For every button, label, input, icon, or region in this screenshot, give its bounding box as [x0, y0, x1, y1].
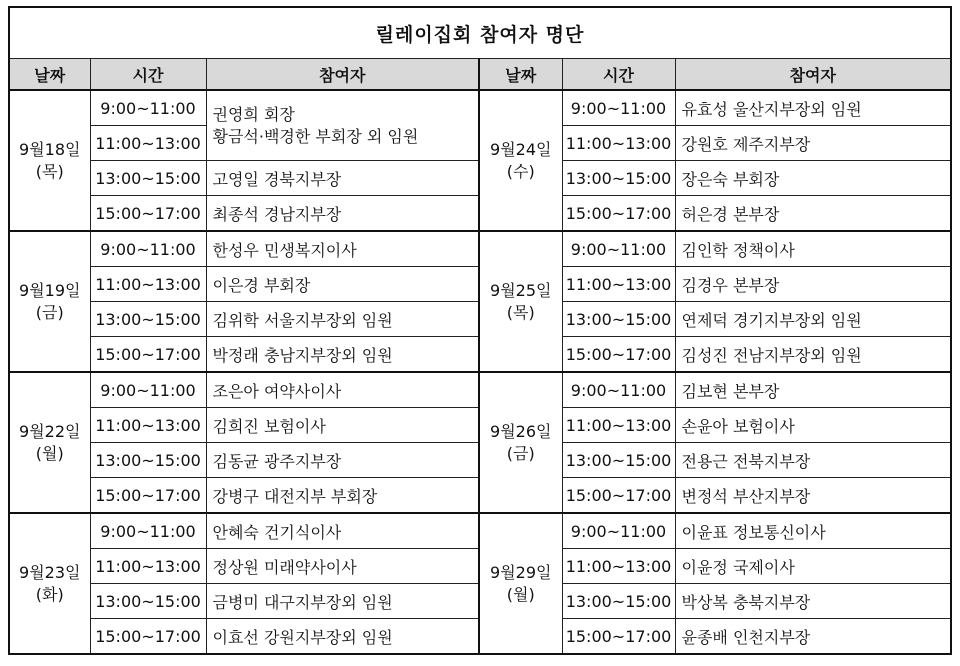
header-row: [9, 59, 951, 91]
participant-line: 권영희 회장: [212, 104, 295, 124]
weekday-label: (월): [506, 584, 535, 604]
date-cell-left: [9, 231, 90, 372]
date-label: 9월23일: [19, 562, 81, 582]
participant-cell: 유효성 울산지부장외 임원: [675, 90, 951, 126]
time-cell: 11:00~13:00: [562, 549, 675, 584]
date-cell-right: [479, 90, 562, 231]
time-cell: 13:00~15:00: [562, 584, 675, 619]
participant-cell: 안혜숙 건기식이사: [206, 513, 479, 549]
date-cell-right: [479, 231, 562, 372]
participant-cell: 강병구 대전지부 부회장: [206, 478, 479, 514]
time-cell: 13:00~15:00: [562, 161, 675, 196]
date-cell-right: [479, 513, 562, 654]
time-cell: 11:00~13:00: [90, 549, 206, 584]
participant-cell: 윤종배 인천지부장: [675, 619, 951, 655]
date-cell-left: [9, 372, 90, 513]
participant-cell: 김경우 본부장: [675, 267, 951, 302]
time-cell: 9:00~11:00: [90, 372, 206, 408]
time-cell: 15:00~17:00: [562, 478, 675, 514]
participant-cell: 이윤정 국제이사: [675, 549, 951, 584]
time-cell: 15:00~17:00: [90, 337, 206, 373]
weekday-label: (월): [35, 443, 64, 463]
date-cell-left: [9, 513, 90, 654]
participant-cell: 정상원 미래약사이사: [206, 549, 479, 584]
time-cell: 9:00~11:00: [90, 513, 206, 549]
time-cell: 13:00~15:00: [90, 584, 206, 619]
participant-cell: 박상복 충북지부장: [675, 584, 951, 619]
header-time-left: 시간: [90, 59, 206, 91]
participant-cell: 김동균 광주지부장: [206, 443, 479, 478]
participant-cell: 김위학 서울지부장외 임원: [206, 302, 479, 337]
time-cell: 11:00~13:00: [90, 408, 206, 443]
time-cell: 15:00~17:00: [562, 619, 675, 655]
participant-cell: 변정석 부산지부장: [675, 478, 951, 514]
participant-cell: 이효선 강원지부장외 임원: [206, 619, 479, 655]
time-cell: 9:00~11:00: [90, 231, 206, 267]
participant-cell: 금병미 대구지부장외 임원: [206, 584, 479, 619]
weekday-label: (목): [506, 302, 535, 322]
table-row: [9, 372, 951, 408]
participant-cell: 강원호 제주지부장: [675, 126, 951, 161]
participant-cell: 허은경 본부장: [675, 196, 951, 232]
time-cell: 9:00~11:00: [562, 90, 675, 126]
participant-cell: 조은아 여약사이사: [206, 372, 479, 408]
page-title: 릴레이집회 참여자 명단: [9, 7, 951, 59]
time-cell: 15:00~17:00: [90, 619, 206, 655]
table-row: [9, 90, 951, 126]
date-label: 9월22일: [19, 421, 81, 441]
participant-cell: 고영일 경북지부장: [206, 161, 479, 196]
weekday-label: (수): [506, 161, 535, 181]
participant-cell: 김희진 보험이사: [206, 408, 479, 443]
header-participants-right: 참여자: [675, 59, 951, 91]
time-cell: 11:00~13:00: [90, 126, 206, 161]
roster-table: [8, 6, 952, 655]
date-cell-left: [9, 90, 90, 231]
header-participants-left: 참여자: [206, 59, 479, 91]
header-date-left: 날짜: [9, 59, 90, 91]
participant-cell: 한성우 민생복지이사: [206, 231, 479, 267]
date-label: 9월26일: [490, 421, 552, 441]
participant-cell: [206, 90, 479, 161]
time-cell: 15:00~17:00: [90, 478, 206, 514]
date-label: 9월29일: [490, 562, 552, 582]
weekday-label: (금): [506, 443, 535, 463]
time-cell: 15:00~17:00: [562, 196, 675, 232]
time-cell: 13:00~15:00: [562, 443, 675, 478]
time-cell: 9:00~11:00: [562, 231, 675, 267]
participant-cell: 전용근 전북지부장: [675, 443, 951, 478]
header-time-right: 시간: [562, 59, 675, 91]
weekday-label: (금): [35, 302, 64, 322]
participant-cell: 연제덕 경기지부장외 임원: [675, 302, 951, 337]
date-label: 9월18일: [19, 139, 81, 159]
participant-cell: 김성진 전남지부장외 임원: [675, 337, 951, 373]
weekday-label: (목): [35, 161, 64, 181]
time-cell: 13:00~15:00: [90, 443, 206, 478]
date-cell-right: [479, 372, 562, 513]
header-date-right: 날짜: [479, 59, 562, 91]
participant-cell: 손윤아 보험이사: [675, 408, 951, 443]
time-cell: 13:00~15:00: [90, 302, 206, 337]
time-cell: 11:00~13:00: [562, 408, 675, 443]
participant-line: 황금석·백경한 부회장 외 임원: [212, 126, 419, 146]
weekday-label: (화): [35, 584, 64, 604]
participant-cell: 최종석 경남지부장: [206, 196, 479, 232]
participant-cell: 이은경 부회장: [206, 267, 479, 302]
time-cell: 9:00~11:00: [562, 372, 675, 408]
date-label: 9월25일: [490, 280, 552, 300]
time-cell: 13:00~15:00: [562, 302, 675, 337]
participant-cell: 김보현 본부장: [675, 372, 951, 408]
time-cell: 15:00~17:00: [90, 196, 206, 232]
table-row: [9, 231, 951, 267]
time-cell: 11:00~13:00: [562, 126, 675, 161]
participant-cell: 김인학 정책이사: [675, 231, 951, 267]
time-cell: 9:00~11:00: [562, 513, 675, 549]
table-row: [9, 513, 951, 549]
date-label: 9월24일: [490, 139, 552, 159]
roster-sheet: [8, 6, 950, 655]
date-label: 9월19일: [19, 280, 81, 300]
time-cell: 9:00~11:00: [90, 90, 206, 126]
time-cell: 15:00~17:00: [562, 337, 675, 373]
time-cell: 13:00~15:00: [90, 161, 206, 196]
participant-cell: 박정래 충남지부장외 임원: [206, 337, 479, 373]
time-cell: 11:00~13:00: [562, 267, 675, 302]
participant-cell: 장은숙 부회장: [675, 161, 951, 196]
participant-cell: 이윤표 정보통신이사: [675, 513, 951, 549]
time-cell: 11:00~13:00: [90, 267, 206, 302]
